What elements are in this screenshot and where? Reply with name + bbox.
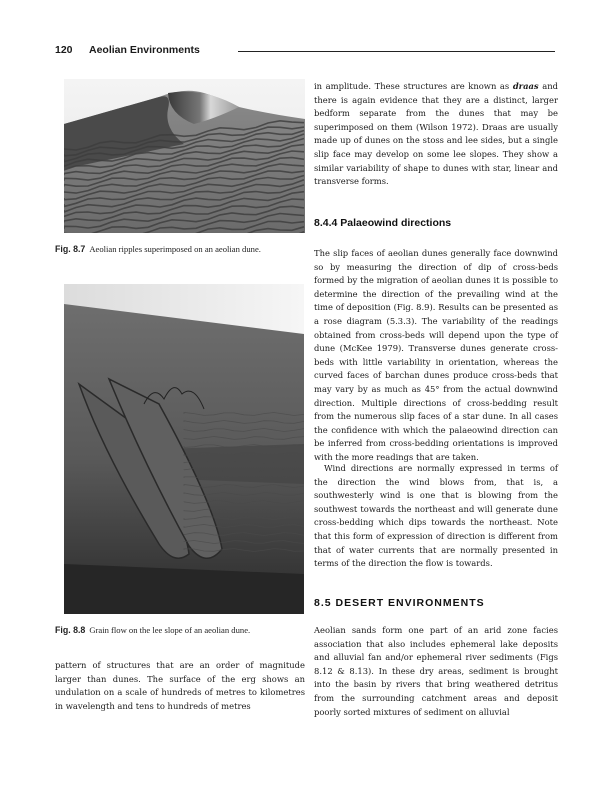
figure-8-7-photo [64,79,305,233]
text-run: in amplitude. These structures are known as [314,81,513,91]
key-term-draas: draas [512,81,539,91]
section-heading-8-4-4: 8.4.4 Palaeowind directions [314,217,452,229]
header-rule [238,51,555,52]
body-paragraph-left-continuation: pattern of structures that are an order of magnitude larger than dunes. The surface of the erg shows an undulation on a scale of hundreds of metres to kilometres in wavelength and tens to hundreds of metres [55,660,305,711]
caption-text: Aeolian ripples superimposed on an aeolian dune. [89,244,261,254]
body-paragraph-palaeowind-1: The slip faces of aeolian dunes generally face downwind so by measuring the direction of dip of cross-beds formed by the migration of aeolian dunes it is possible to determine the direction of the prevailing wind at the time of deposition (Fig. 8.9). Results can be presented as a rose diagram (5.3.3). The variability of the readings obtained from cross-beds will depend upon the type of dune (McKee 1979). Transverse dunes generate cross-beds with little variability in orientation, whereas the curved faces of barchan dunes produce cross-beds that may vary by as much as 45° from the actual downwind direction. Multiple directions of cross-bedding result from the numerous slip faces of a star dune. In all cases the confidence with which the palaeowind direction can be inferred from cross-bedding orientations is improved with the more readings that are taken. [314,248,558,462]
figure-8-8-caption [55,625,305,635]
section-heading-8-5: 8.5 DESERT ENVIRONMENTS [314,597,485,609]
body-paragraph-draas [314,80,558,189]
caption-text: Grain flow on the lee slope of an aeolian dune. [89,625,251,635]
page-number: 120 [55,44,73,56]
figure-label: Fig. 8.8 [55,625,86,635]
text-run: and there is again evidence that they are a distinct, larger bedform separate from the dunes that may be superimposed on them (Wilson 1972). Draas are usually made up of dunes on the stoss and lee sides, but a single slip face may develop on some lee slopes. They show a similar variability of shape to dunes with star, linear and transverse forms. [314,81,558,187]
running-header [55,44,555,60]
running-title: Aeolian Environments [89,44,200,56]
figure-8-8-photo [64,284,304,614]
body-paragraph-desert-environments: Aeolian sands form one part of an arid zone facies association that also includes ephemeral lake deposits and alluvial fan and/or ephemeral river sediments (Figs 8.12 & 8.13). In these dry areas, sediment is brought into the basin by rivers that bring weathered detritus from the surrounding catchment areas and deposit poorly sorted mixtures of sediment on alluvial [314,625,558,717]
body-paragraph-palaeowind-2: Wind directions are normally expressed in terms of the direction the wind blows from, that is, a southwesterly wind is one that is blowing from the southwest towards the northeast and will generate dune cross-bedding which dips towards the northeast. Note that this form of expression of direction is different from that of water currents that are normally presented in terms of the direction the flow is towards. [314,463,558,569]
figure-label: Fig. 8.7 [55,244,86,254]
figure-8-7-caption [55,244,305,254]
